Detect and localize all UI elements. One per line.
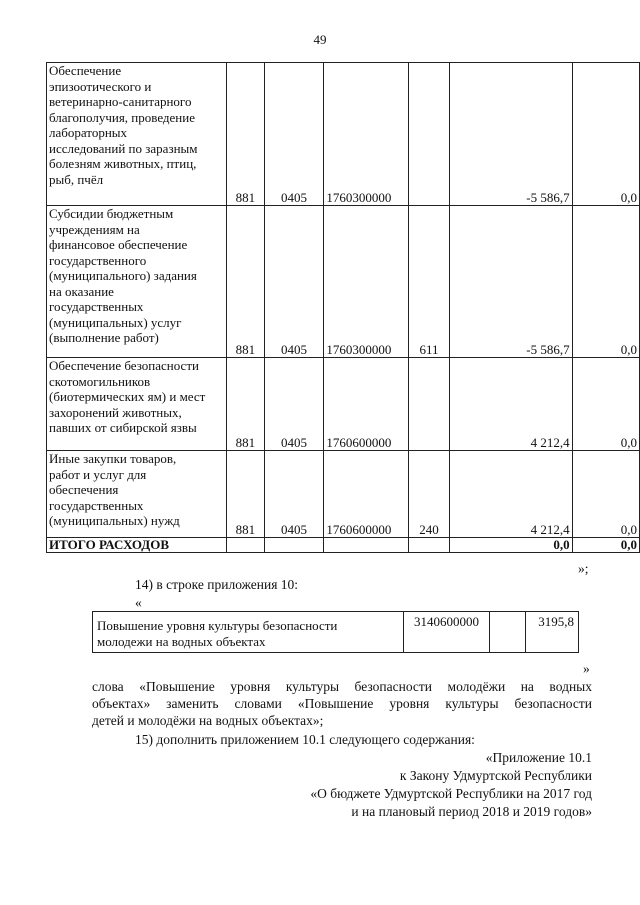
expense-name-line: (муниципальных) нужд — [49, 513, 180, 528]
section-code: 0405 — [264, 451, 324, 538]
expense-name-line: (муниципальных) услуг — [49, 314, 182, 330]
appendix-header-line: «О бюджете Удмуртской Республики на 2017 год — [310, 786, 592, 801]
expense-name-line: обеспечения — [49, 482, 119, 497]
appendix-row-name — [93, 612, 404, 653]
expense-name-line: (муниципального) задания — [49, 268, 197, 283]
expense-type-code — [409, 358, 450, 451]
appendix-row-code: 3140600000 — [404, 612, 490, 653]
expense-name-line: лабораторных — [49, 125, 128, 140]
ministry-code: 881 — [226, 358, 264, 451]
expense-type-code: 611 — [409, 206, 450, 358]
paragraph-line: объектах» заменить словами «Повышение уровня культуры безопасности — [92, 696, 592, 711]
expense-name — [47, 206, 227, 358]
table-row — [47, 358, 640, 451]
item-14-heading: 14) в строке приложения 10: — [135, 577, 299, 592]
amount-cell: 4 212,4 — [449, 358, 572, 451]
expense-name-line: государственных — [49, 497, 144, 513]
paragraph-line: детей и молодёжи на водных объектах»; — [92, 713, 324, 728]
expense-name-line: (биотермических ям) и мест — [49, 389, 206, 404]
ministry-code: 881 — [226, 63, 264, 206]
ministry-code: 881 — [226, 206, 264, 358]
expense-table — [46, 62, 640, 553]
expense-name-line: государственного — [49, 252, 147, 268]
amount-cell: -5 586,7 — [449, 206, 572, 358]
section-code: 0405 — [264, 358, 324, 451]
total-empty — [226, 538, 264, 553]
expense-name-line: исследований по заразным — [49, 140, 198, 156]
expense-name-line: на оказание — [49, 283, 114, 299]
appendix-header-line: к Закону Удмуртской Республики — [399, 768, 592, 783]
expense-name-line: финансовое обеспечение — [49, 237, 188, 252]
appendix-header-line: и на плановый период 2018 и 2019 годов» — [351, 804, 592, 819]
paragraph-line: слова «Повышение уровня культуры безопасности молодёжи на водных — [92, 679, 592, 694]
amount2-cell: 0,0 — [572, 451, 639, 538]
expense-name-line: болезням животных, птиц, — [49, 156, 197, 171]
amount2-cell: 0,0 — [572, 63, 639, 206]
total-label: ИТОГО РАСХОДОВ — [47, 538, 227, 553]
ministry-code: 881 — [226, 451, 264, 538]
expense-name-line: Обеспечение — [49, 63, 122, 78]
target-code: 1760600000 — [324, 358, 409, 451]
expense-name-line: Обеспечение безопасности — [49, 358, 199, 373]
expense-name — [47, 451, 227, 538]
target-code: 1760300000 — [324, 63, 409, 206]
total-amount: 0,0 — [449, 538, 572, 553]
amount-cell: -5 586,7 — [449, 63, 572, 206]
item-15-heading: 15) дополнить приложением 10.1 следующего содержания: — [135, 732, 475, 747]
total-empty — [409, 538, 450, 553]
page-number: 49 — [313, 32, 327, 47]
expense-name-line: государственных — [49, 299, 144, 314]
item-14-text — [92, 678, 592, 729]
expense-name-line: эпизоотического и — [49, 78, 152, 94]
section-code: 0405 — [264, 206, 324, 358]
table-closing-quote: »; — [578, 561, 589, 576]
appendix-header-line: «Приложение 10.1 — [485, 750, 592, 765]
expense-name-line: Субсидии бюджетным — [49, 206, 174, 221]
appendix-row-empty — [490, 612, 526, 653]
expense-type-code: 240 — [409, 451, 450, 538]
target-code: 1760300000 — [324, 206, 409, 358]
expense-name — [47, 63, 227, 206]
expense-name-line: захоронений животных, — [49, 404, 182, 420]
table-row — [93, 612, 579, 653]
appendix-row-amount: 3195,8 — [526, 612, 579, 653]
expense-name-line: ветеринарно-санитарного — [49, 94, 192, 109]
section-code: 0405 — [264, 63, 324, 206]
amount2-cell: 0,0 — [572, 358, 639, 451]
expense-name-line: Иные закупки товаров, — [49, 451, 177, 466]
expense-name-line: благополучия, проведение — [49, 109, 195, 125]
appendix-10-row-table — [92, 611, 579, 653]
item-14-open-quote: « — [135, 595, 142, 610]
expense-name-line: (выполнение работ) — [49, 330, 159, 345]
target-code: 1760600000 — [324, 451, 409, 538]
expense-name-line: рыб, пчёл — [49, 171, 104, 187]
table-row — [47, 206, 640, 358]
table-row — [47, 63, 640, 206]
item-14-close-quote: » — [583, 661, 590, 676]
table-row — [47, 451, 640, 538]
expense-name-line: учреждениям на — [49, 221, 140, 237]
total-empty — [324, 538, 409, 553]
expense-name — [47, 358, 227, 451]
expense-name-line: скотомогильников — [49, 373, 151, 389]
expense-name-line: работ и услуг для — [49, 466, 147, 482]
total-amount2: 0,0 — [572, 538, 639, 553]
total-row — [47, 538, 640, 553]
total-empty — [264, 538, 324, 553]
amount-cell: 4 212,4 — [449, 451, 572, 538]
appendix-row-name-line: молодежи на водных объектах — [97, 634, 266, 649]
appendix-row-name-line: Повышение уровня культуры безопасности — [97, 618, 338, 633]
amount2-cell: 0,0 — [572, 206, 639, 358]
expense-type-code — [409, 63, 450, 206]
expense-name-line: павших от сибирской язвы — [49, 420, 197, 435]
